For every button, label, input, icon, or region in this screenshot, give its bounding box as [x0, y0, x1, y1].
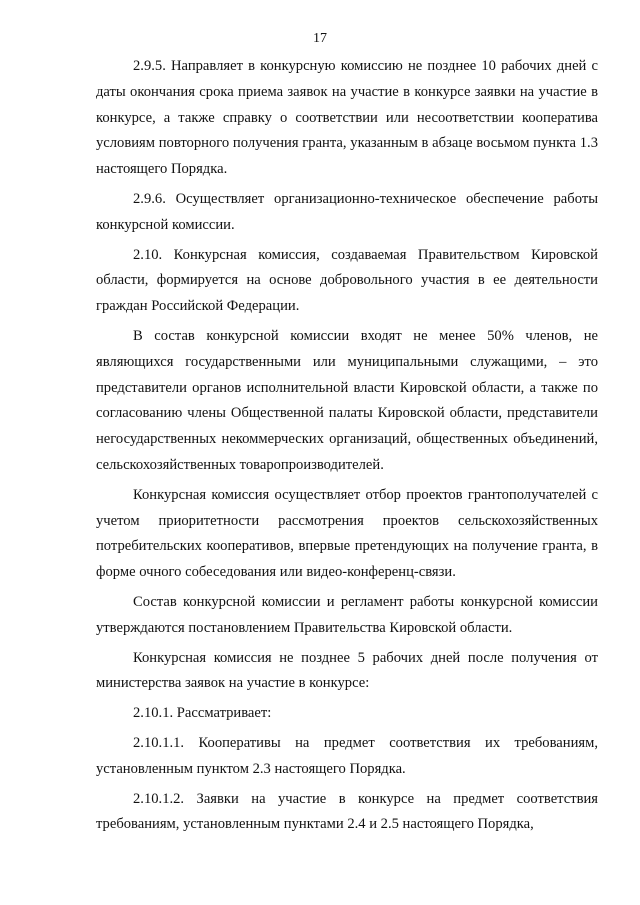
paragraph-2-9-5: 2.9.5. Направляет в конкурсную комиссию не позднее 10 рабочих дней с даты окончания срока приема заявок на участие в конкурсе заявки на участие в конкурсе, а также справку о соответствии или несоответствии кооператива условиям повторного получения гранта, указанным в абзаце восьмом пункта 1.3 настоящего Порядка.	[96, 58, 598, 178]
document-body	[96, 54, 598, 842]
paragraph-2-10-1: 2.10.1. Рассматривает:	[133, 705, 272, 722]
paragraph-2-10-1-1: 2.10.1.1. Кооперативы на предмет соответствия их требованиям, установленным пунктом 2.3 настоящего Порядка.	[96, 734, 598, 777]
paragraph-commission-selection: Конкурсная комиссия осуществляет отбор проектов грантополучателей с учетом приоритетности рассмотрения проектов сельскохозяйственных потребительских кооперативов, впервые претендующих на получение гранта, в форме очного собеседования или видео-конференц-связи.	[96, 486, 598, 581]
page-number: 17	[313, 31, 327, 46]
paragraph-2-9-6: 2.9.6. Осуществляет организационно-техническое обеспечение работы конкурсной комиссии.	[96, 190, 598, 233]
paragraph-2-10-1-2: 2.10.1.2. Заявки на участие в конкурсе на предмет соответствия требованиям, установленным пунктами 2.4 и 2.5 настоящего Порядка,	[96, 790, 598, 833]
paragraph-commission-composition: В состав конкурсной комиссии входят не менее 50% членов, не являющихся государственными или муниципальными служащими, – это представители органов исполнительной власти Кировской области, а также по согласованию члены Общественной палаты Кировской области, представители негосударственных некоммерческих организаций, общественных объединений, сельскохозяйственных товаропроизводителей.	[96, 327, 598, 473]
paragraph-commission-approval: Состав конкурсной комиссии и регламент работы конкурсной комиссии утверждаются постановлением Правительства Кировской области.	[96, 593, 598, 636]
paragraph-commission-deadline: Конкурсная комиссия не позднее 5 рабочих дней после получения от министерства заявок на участие в конкурсе:	[96, 649, 598, 692]
paragraph-2-10: 2.10. Конкурсная комиссия, создаваемая Правительством Кировской области, формируется на основе добровольного участия в ее деятельности граждан Российской Федерации.	[96, 246, 598, 315]
